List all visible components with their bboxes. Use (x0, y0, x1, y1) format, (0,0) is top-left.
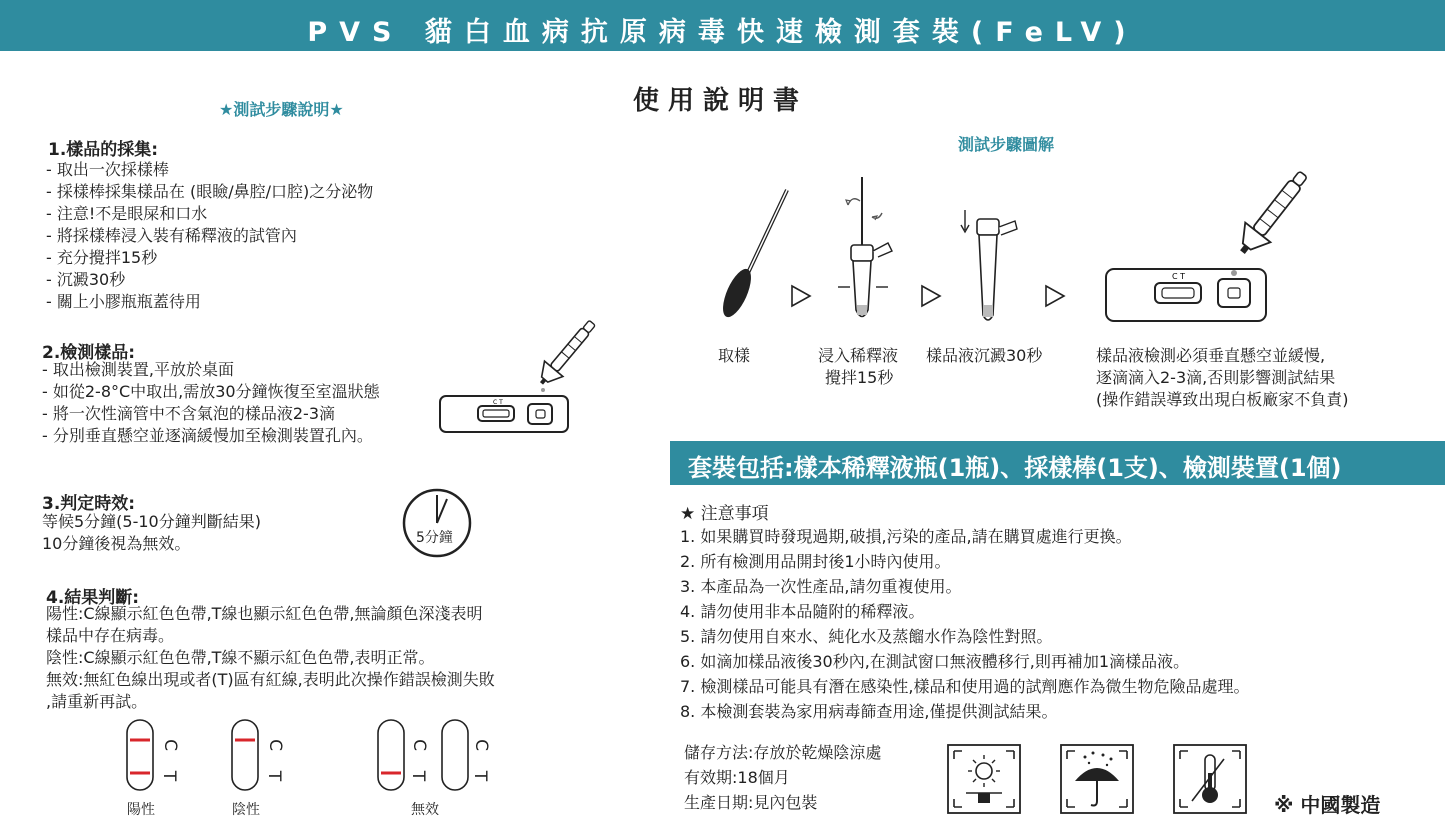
steps-heading: ★測試步驟說明★ (219, 100, 344, 119)
list-item: 陽性:C線顯示紅色色帶,T線也顯示紅色色帶,無論顏色深淺表明 (46, 604, 483, 623)
section-2-title: 2.檢測樣品: (42, 343, 136, 363)
section-4-list (46, 603, 495, 713)
list-item: - 分別垂直懸空並逐滴緩慢加至檢測裝置孔內。 (42, 426, 373, 445)
caption-dip-line1: 浸入稀釋液 (818, 346, 899, 365)
t-label: T (470, 770, 491, 782)
list-item: - 關上小膠瓶瓶蓋待用 (46, 292, 201, 311)
list-item: ,請重新再試。 (46, 692, 148, 711)
kit-contents-banner (670, 441, 1445, 485)
arrow-right-icon (790, 284, 812, 308)
test-device-dropper-illustration (438, 318, 613, 436)
c-label: C (408, 739, 429, 751)
section-3-title: 3.判定時效: (42, 494, 136, 514)
temperature-limit-icon (1172, 743, 1248, 815)
clock-label: 5分鐘 (416, 530, 453, 546)
positive-result-strip (125, 718, 185, 793)
note-item: 4. 請勿使用非本品隨附的稀釋液。 (680, 602, 925, 621)
clock-icon (401, 487, 473, 559)
diagram-heading: 測試步驟圖解 (958, 135, 1055, 154)
svg-text:C T: C T (1172, 272, 1186, 281)
caption-sampling: 取樣 (718, 346, 751, 365)
invalid-result-strip-1 (376, 718, 406, 793)
svg-text:C T: C T (493, 399, 503, 406)
list-item: - 沉澱30秒 (46, 270, 126, 289)
document-title: 使用說明書 (633, 86, 809, 116)
note-item: 7. 檢測樣品可能具有潛在感染性,樣品和使用過的試劑應作為微生物危險品處理。 (680, 677, 1250, 696)
caption-settle: 樣品液沉澱30秒 (926, 346, 1043, 365)
section-1-list (46, 159, 373, 313)
list-item: - 取出一次採樣棒 (46, 160, 169, 179)
list-item: - 注意!不是眼屎和口水 (46, 204, 208, 223)
header-bar (0, 0, 1445, 51)
storage-line: 有效期:18個月 (684, 768, 790, 787)
list-item: 等候5分鐘(5-10分鐘判斷結果) (42, 512, 261, 531)
t-label: T (408, 770, 429, 782)
keep-away-from-sunlight-icon (946, 743, 1022, 815)
test-device-dropper-large-illustration (1100, 165, 1330, 325)
arrow-right-icon (920, 284, 942, 308)
list-item: 陰性:C線顯示紅色色帶,T線不顯示紅色色帶,表明正常。 (46, 648, 435, 667)
list-item: - 將一次性滴管中不含氣泡的樣品液2-3滴 (42, 404, 335, 423)
list-item: - 將採樣棒浸入裝有稀釋液的試管內 (46, 226, 297, 245)
caption-drop-line: 樣品液檢測必須垂直懸空並緩慢, (1096, 346, 1326, 365)
dilution-tube-illustration (836, 175, 896, 325)
t-label: T (264, 770, 285, 782)
made-in-china: ※ 中國製造 (1274, 793, 1381, 817)
note-item: 1. 如果購買時發現過期,破損,污染的產品,請在購買處進行更換。 (680, 527, 1132, 546)
caption-drop (1096, 345, 1349, 411)
storage-line: 生產日期:見內包裝 (684, 793, 818, 812)
notes-title: ★ 注意事項 (680, 504, 769, 524)
section-1-title: 1.樣品的採集: (48, 140, 159, 160)
note-item: 5. 請勿使用自來水、純化水及蒸餾水作為陰性對照。 (680, 627, 1053, 646)
list-item: 10分鐘後視為無效。 (42, 534, 191, 553)
c-label: C (470, 739, 491, 751)
settling-tube-illustration (955, 205, 1025, 327)
product-title: PVS 貓白血病抗原病毒快速檢測套裝(FeLV) (307, 17, 1138, 48)
negative-result-strip (230, 718, 260, 793)
list-item: - 充分攪拌15秒 (46, 248, 158, 267)
list-item: - 採樣棒採集樣品在 (眼瞼/鼻腔/口腔)之分泌物 (46, 182, 374, 201)
list-item: - 如從2-8°C中取出,需放30分鐘恢復至室溫狀態 (42, 382, 380, 401)
negative-label: 陰性 (232, 802, 260, 818)
section-4-title: 4.結果判斷: (46, 588, 140, 608)
list-item: 樣品中存在病毒。 (46, 626, 175, 645)
caption-dip-line2: 攪拌15秒 (825, 368, 894, 387)
note-item: 2. 所有檢測用品開封後1小時內使用。 (680, 552, 951, 571)
invalid-result-strip-2 (440, 718, 470, 793)
note-item: 6. 如滴加樣品液後30秒內,在測試窗口無液體移行,則再補加1滴樣品液。 (680, 652, 1190, 671)
list-item: 無效:無紅色線出現或者(T)區有紅線,表明此次操作錯誤檢測失敗 (46, 670, 495, 689)
caption-drop-line: (操作錯誤導致出現白板廠家不負責) (1096, 390, 1349, 409)
keep-dry-icon (1059, 743, 1135, 815)
caption-drop-line: 逐滴滴入2-3滴,否則影響測試結果 (1096, 368, 1336, 387)
swab-illustration (715, 185, 795, 320)
positive-label: 陽性 (127, 802, 155, 818)
c-label: C (159, 739, 180, 751)
kit-contents-text: 套裝包括:樣本稀釋液瓶(1瓶)、採樣棒(1支)、檢測裝置(1個) (688, 454, 1342, 482)
list-item: - 取出檢測裝置,平放於桌面 (42, 360, 234, 379)
notes-list (680, 524, 1249, 724)
t-label: T (159, 770, 180, 782)
arrow-right-icon (1044, 284, 1066, 308)
storage-line: 儲存方法:存放於乾燥陰涼處 (684, 743, 882, 762)
c-label: C (264, 739, 285, 751)
note-item: 3. 本產品為一次性產品,請勿重複使用。 (680, 577, 962, 596)
section-2-list (42, 359, 380, 447)
invalid-label: 無效 (411, 802, 439, 818)
storage-info (684, 740, 881, 815)
section-3-list (42, 511, 261, 555)
note-item: 8. 本檢測套裝為家用病毒篩查用途,僅提供測試結果。 (680, 702, 1058, 721)
